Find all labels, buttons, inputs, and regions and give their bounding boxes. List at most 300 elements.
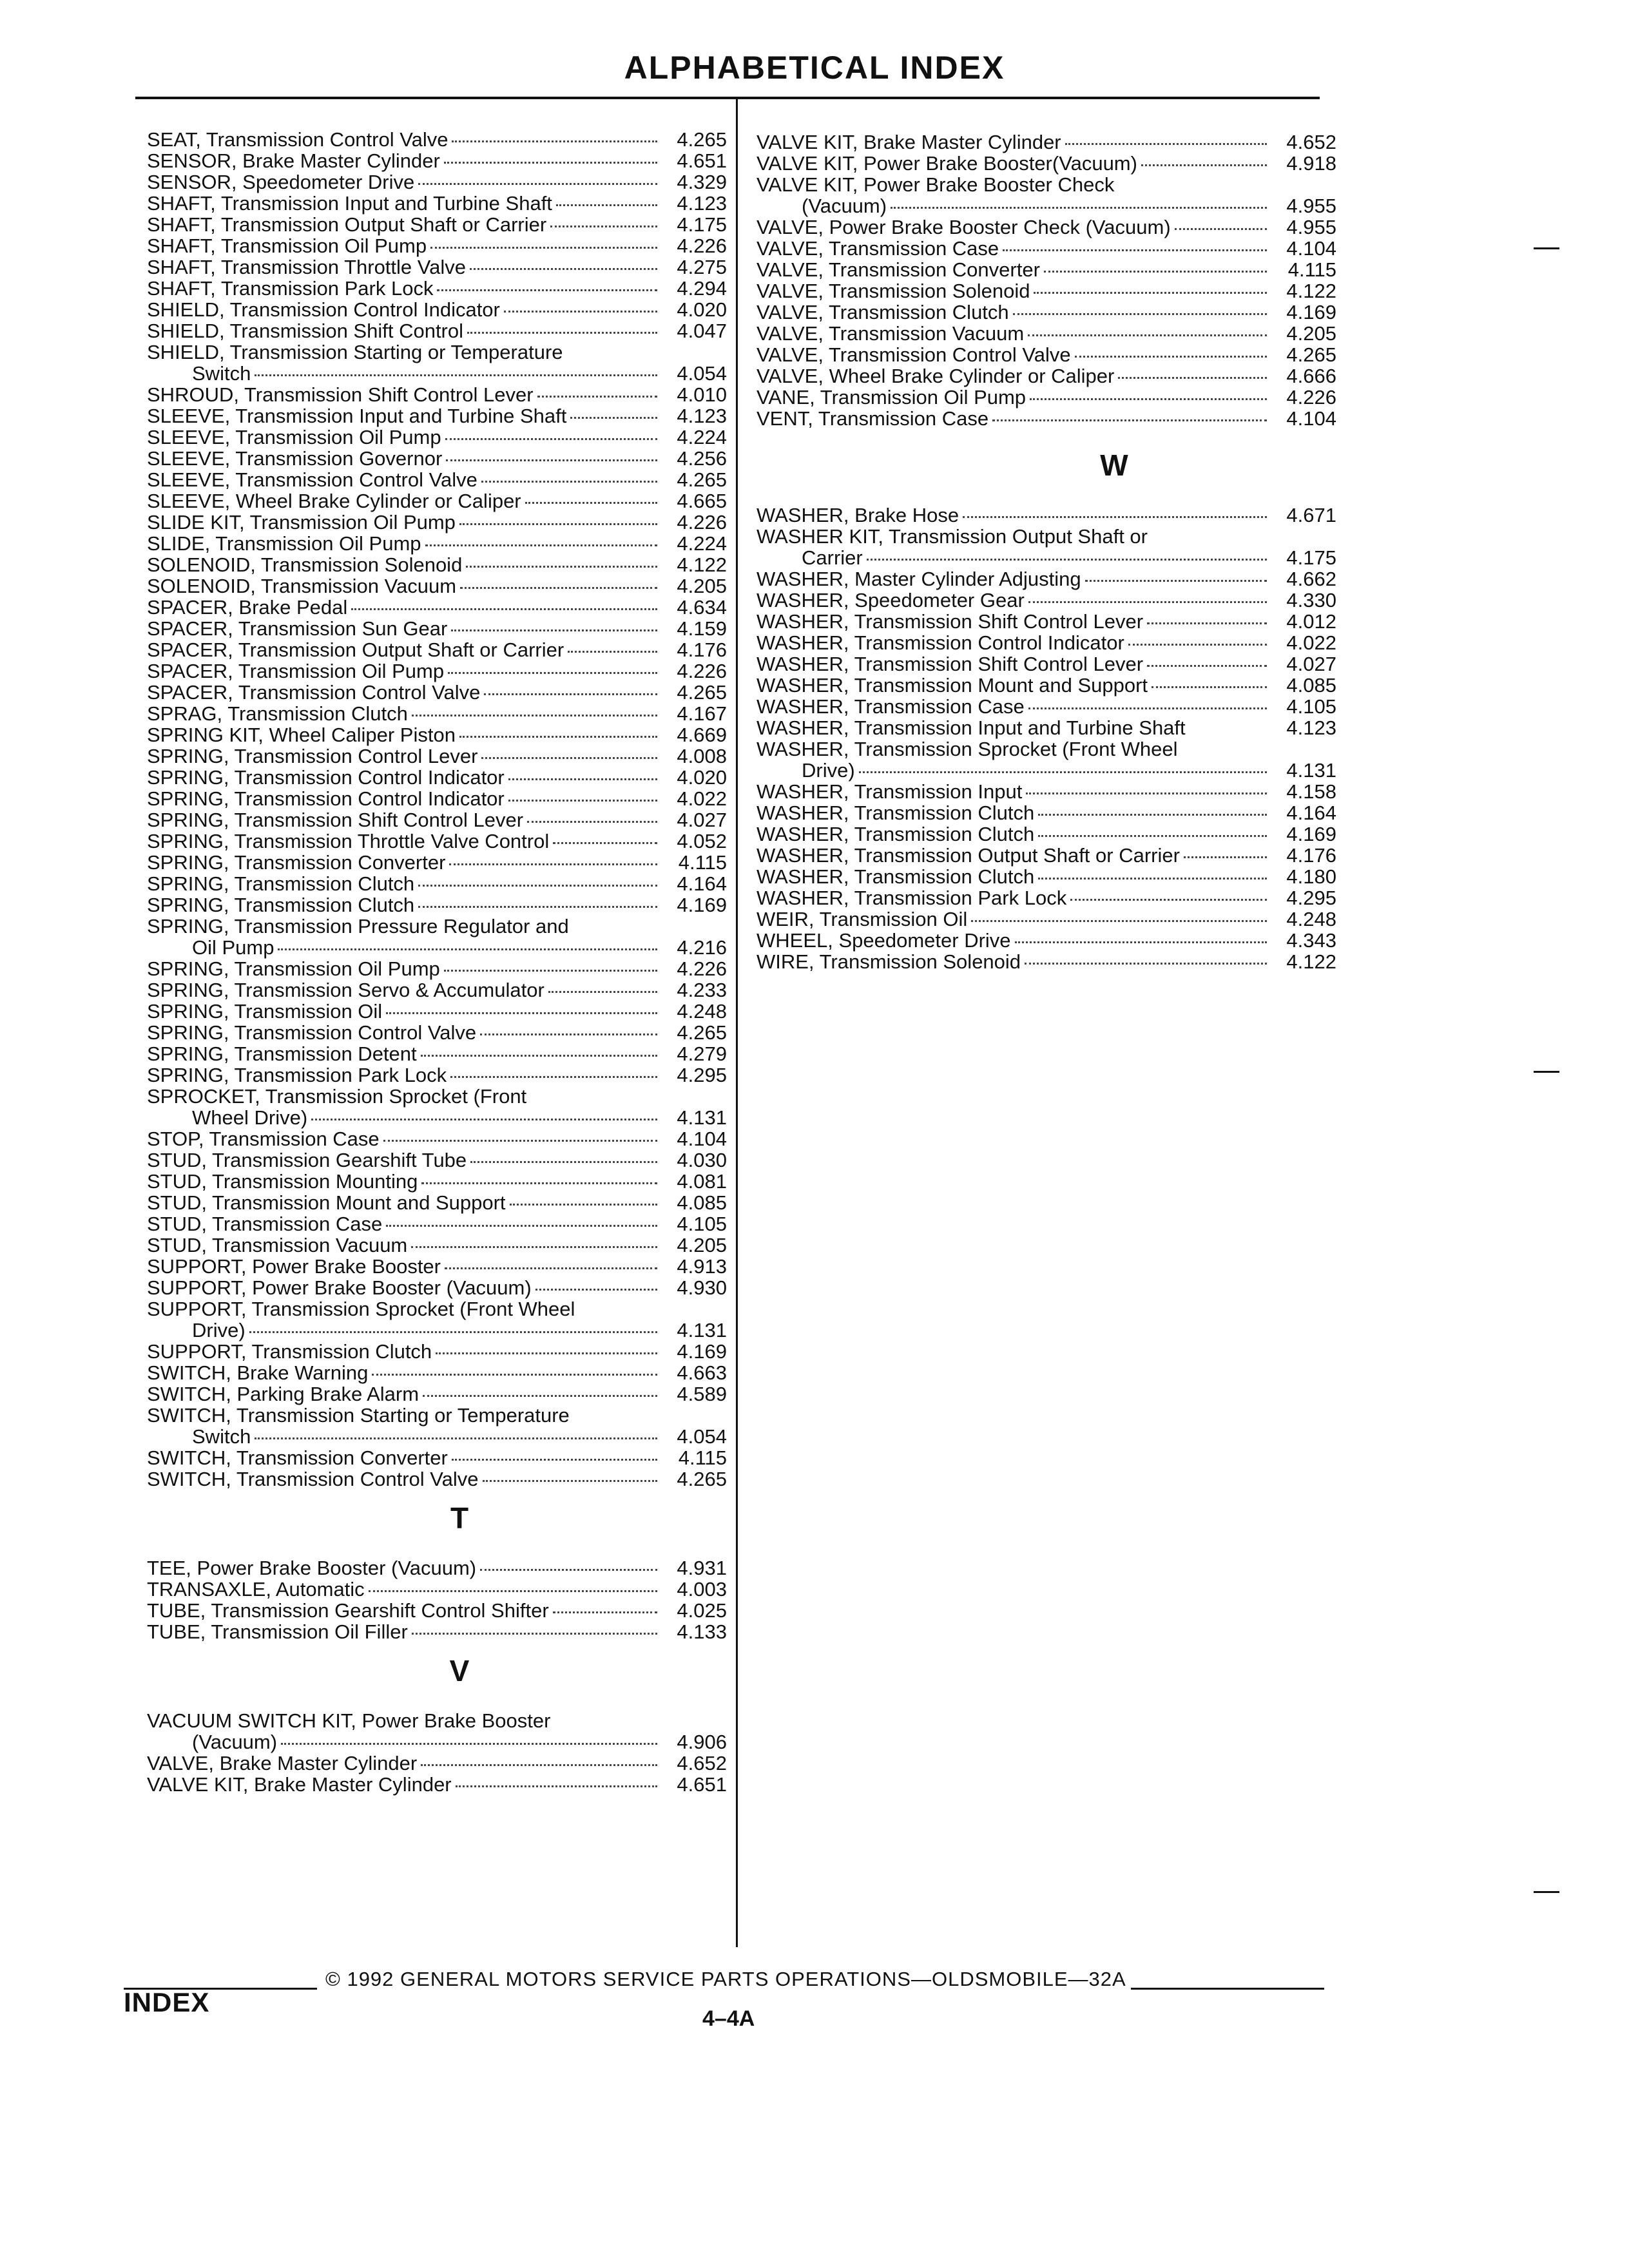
- entry-reference: 4.115: [1287, 258, 1336, 281]
- index-entry: [757, 568, 1336, 590]
- entry-reference: 4.167: [677, 702, 727, 725]
- entry-text: SLEEVE, Transmission Governor: [147, 447, 443, 470]
- dot-leader: [859, 771, 1267, 773]
- dot-leader: [418, 906, 657, 908]
- entry-text: Wheel Drive): [192, 1106, 308, 1129]
- index-entry: [757, 632, 1336, 653]
- index-entry: [147, 873, 727, 894]
- entry-reference: 4.008: [677, 745, 727, 767]
- dot-leader: [1085, 580, 1267, 582]
- dot-leader: [1028, 334, 1267, 336]
- footer-rule-right: [1131, 1988, 1324, 1990]
- dot-leader: [508, 778, 657, 780]
- index-entry: [147, 533, 727, 554]
- entry-text: STUD, Transmission Case: [147, 1213, 383, 1235]
- section-letter: W: [1100, 448, 1128, 482]
- dot-leader: [437, 289, 657, 291]
- entry-reference: 4.955: [1286, 195, 1336, 217]
- entry-text: SWITCH, Transmission Control Valve: [147, 1468, 479, 1490]
- entry-reference: 4.265: [677, 1021, 727, 1044]
- index-entry-line: [147, 916, 727, 937]
- entry-reference: 4.248: [677, 1000, 727, 1023]
- entry-text: VALVE, Transmission Solenoid: [757, 280, 1030, 302]
- entry-text: TEE, Power Brake Booster (Vacuum): [147, 1557, 477, 1579]
- index-entry: [147, 256, 727, 278]
- dot-leader: [278, 948, 657, 950]
- entry-text: WASHER, Transmission Case: [757, 695, 1025, 718]
- entry-text: VALVE, Transmission Control Valve: [757, 343, 1071, 366]
- dot-leader: [436, 1352, 657, 1354]
- entry-reference: 4.248: [1286, 908, 1336, 930]
- entry-text: SUPPORT, Power Brake Booster: [147, 1255, 441, 1278]
- entry-text: SENSOR, Speedometer Drive: [147, 171, 415, 193]
- dot-leader: [553, 1611, 657, 1613]
- entry-reference: 4.226: [1286, 386, 1336, 408]
- entry-reference: 4.652: [1286, 131, 1336, 153]
- index-entry: [147, 660, 727, 682]
- dot-leader: [249, 1331, 657, 1333]
- index-entry: [147, 193, 727, 214]
- entry-reference: 4.265: [677, 1468, 727, 1490]
- entry-text: VALVE, Transmission Case: [757, 237, 999, 260]
- dot-leader: [1028, 601, 1267, 603]
- index-entry: [147, 278, 727, 299]
- entry-text: VALVE, Wheel Brake Cylinder or Caliper: [757, 365, 1115, 387]
- entry-reference: 4.918: [1286, 152, 1336, 175]
- entry-reference: 4.224: [677, 532, 727, 555]
- entry-reference: 4.265: [1286, 343, 1336, 366]
- entry-reference: 4.651: [677, 149, 727, 172]
- index-entry: [147, 1128, 727, 1149]
- entry-text: WASHER, Transmission Mount and Support: [757, 674, 1148, 697]
- dot-leader: [1034, 292, 1267, 294]
- dot-leader: [1152, 686, 1267, 688]
- dot-leader: [448, 672, 657, 674]
- entry-reference: 4.012: [1286, 610, 1336, 633]
- page-number: 4–4A: [702, 2006, 755, 2031]
- dot-leader: [548, 991, 657, 993]
- entry-text: SPACER, Brake Pedal: [147, 596, 348, 619]
- entry-reference: 4.169: [1286, 823, 1336, 845]
- section-letter: V: [449, 1654, 470, 1687]
- dot-leader: [480, 1033, 657, 1035]
- entry-reference: 4.027: [1286, 653, 1336, 675]
- entry-reference: 4.027: [677, 809, 727, 831]
- entry-text: WASHER, Transmission Clutch: [757, 802, 1035, 824]
- entry-reference: 4.294: [677, 277, 727, 300]
- index-entry: [757, 951, 1336, 972]
- entry-text: SHIELD, Transmission Shift Control: [147, 320, 464, 342]
- index-entry: [757, 387, 1336, 408]
- entry-text: WASHER, Transmission Shift Control Lever: [757, 653, 1144, 675]
- entry-text: WASHER, Transmission Input and Turbine Shaft: [757, 716, 1186, 739]
- index-entry: [757, 887, 1336, 908]
- index-entry: [757, 845, 1336, 866]
- dot-leader: [1030, 398, 1267, 400]
- entry-text: SPRING, Transmission Detent: [147, 1043, 417, 1065]
- entry-text: VALVE KIT, Power Brake Booster Check: [757, 173, 1115, 196]
- dot-leader: [421, 1182, 657, 1184]
- index-entry: [147, 1256, 727, 1277]
- dot-leader: [369, 1590, 657, 1592]
- index-entry: [757, 802, 1336, 823]
- entry-text: WASHER, Brake Hose: [757, 504, 959, 526]
- index-entry: [147, 767, 727, 788]
- entry-reference: 4.930: [677, 1276, 727, 1299]
- entry-text: Drive): [192, 1319, 246, 1341]
- entry-reference: 4.104: [1286, 407, 1336, 430]
- dot-leader: [867, 559, 1267, 561]
- entry-reference: 4.115: [678, 1446, 727, 1469]
- margin-tick: [1534, 247, 1559, 249]
- entry-text: VANE, Transmission Oil Pump: [757, 386, 1027, 408]
- dot-leader: [444, 970, 657, 972]
- entry-text: Carrier: [802, 546, 863, 569]
- entry-text: TRANSAXLE, Automatic: [147, 1578, 365, 1600]
- index-entry-line: [147, 1086, 727, 1107]
- entry-text: WASHER, Transmission Clutch: [757, 823, 1035, 845]
- entry-reference: 4.666: [1286, 365, 1336, 387]
- entry-reference: 4.224: [677, 426, 727, 448]
- entry-text: SPRING, Transmission Control Valve: [147, 1021, 477, 1044]
- entry-reference: 4.169: [1286, 301, 1336, 323]
- index-entry: [147, 1001, 727, 1022]
- index-entry: [147, 1731, 727, 1753]
- index-entry: [147, 1362, 727, 1383]
- entry-text: SENSOR, Brake Master Cylinder: [147, 149, 440, 172]
- index-entry: [757, 505, 1336, 526]
- dot-leader: [421, 1764, 657, 1766]
- dot-leader: [445, 438, 657, 440]
- entry-text: SHAFT, Transmission Oil Pump: [147, 235, 427, 257]
- entry-text: WASHER, Transmission Shift Control Lever: [757, 610, 1144, 633]
- entry-reference: 4.115: [678, 851, 727, 874]
- column-divider: [736, 98, 738, 1947]
- entry-text: SUPPORT, Transmission Sprocket (Front Wheel: [147, 1298, 575, 1320]
- dot-leader: [484, 693, 657, 695]
- index-entry: [757, 408, 1336, 429]
- index-entry-line: [147, 1710, 727, 1731]
- entry-reference: 4.205: [677, 575, 727, 597]
- dot-leader: [451, 629, 657, 631]
- entry-reference: 4.176: [1286, 844, 1336, 867]
- index-entry: [147, 150, 727, 171]
- index-entry: [147, 1557, 727, 1579]
- entry-text: VALVE KIT, Power Brake Booster(Vacuum): [757, 152, 1137, 175]
- entry-text: SLIDE, Transmission Oil Pump: [147, 532, 421, 555]
- entry-text: TUBE, Transmission Oil Filler: [147, 1620, 408, 1643]
- index-entry: [147, 299, 727, 320]
- entry-reference: 4.131: [1286, 759, 1336, 782]
- entry-text: VALVE, Transmission Clutch: [757, 301, 1009, 323]
- entry-reference: 4.081: [677, 1170, 727, 1193]
- entry-reference: 4.169: [677, 894, 727, 916]
- index-entry: [147, 384, 727, 405]
- entry-text: TUBE, Transmission Gearshift Control Shifter: [147, 1599, 549, 1622]
- dot-leader: [481, 481, 657, 483]
- entry-reference: 4.275: [677, 256, 727, 278]
- entry-text: WASHER, Transmission Sprocket (Front Wheel: [757, 738, 1178, 760]
- dot-leader: [459, 736, 657, 738]
- index-entry: [147, 448, 727, 469]
- entry-text: WASHER, Speedometer Gear: [757, 589, 1025, 611]
- section-label: INDEX: [124, 1987, 210, 2017]
- entry-reference: 4.329: [677, 171, 727, 193]
- entry-reference: 4.175: [1286, 546, 1336, 569]
- index-entry-line: [147, 341, 727, 363]
- index-entry: [147, 1107, 727, 1128]
- index-entry: [757, 131, 1336, 153]
- entry-reference: 4.123: [677, 405, 727, 427]
- dot-leader: [1013, 313, 1267, 315]
- index-entry: [147, 320, 727, 341]
- entry-text: SPACER, Transmission Sun Gear: [147, 617, 448, 640]
- dot-leader: [510, 1204, 657, 1206]
- entry-text: SOLENOID, Transmission Solenoid: [147, 553, 463, 576]
- entry-reference: 4.164: [1286, 802, 1336, 824]
- index-entry: [757, 675, 1336, 696]
- dot-leader: [1147, 665, 1267, 667]
- entry-text: WASHER, Transmission Output Shaft or Carrier: [757, 844, 1180, 867]
- index-entry: [147, 129, 727, 150]
- section-letter: T: [450, 1501, 469, 1535]
- entry-reference: 4.175: [677, 213, 727, 236]
- index-entry: [757, 717, 1336, 738]
- entry-reference: 4.205: [677, 1234, 727, 1256]
- dot-leader: [1075, 356, 1267, 358]
- dot-leader: [255, 1437, 657, 1439]
- index-entry: [147, 639, 727, 660]
- entry-reference: 4.256: [677, 447, 727, 470]
- entry-text: STUD, Transmission Gearshift Tube: [147, 1149, 467, 1171]
- dot-leader: [412, 715, 657, 716]
- index-entry: [147, 894, 727, 916]
- entry-text: SPACER, Transmission Control Valve: [147, 681, 481, 704]
- entry-text: WASHER, Transmission Park Lock: [757, 887, 1067, 909]
- index-entry: [147, 1277, 727, 1298]
- entry-reference: 4.226: [677, 660, 727, 682]
- entry-reference: 4.022: [1286, 631, 1336, 654]
- dot-leader: [372, 1374, 657, 1376]
- entry-text: SPRING, Transmission Oil Pump: [147, 957, 440, 980]
- index-entry: [147, 1753, 727, 1774]
- entry-reference: 4.652: [677, 1752, 727, 1774]
- index-entry: [757, 590, 1336, 611]
- entry-text: STUD, Transmission Mounting: [147, 1170, 418, 1193]
- entry-text: SLEEVE, Transmission Oil Pump: [147, 426, 441, 448]
- entry-text: VALVE KIT, Brake Master Cylinder: [147, 1773, 452, 1796]
- entry-text: SHIELD, Transmission Starting or Temperature: [147, 341, 563, 363]
- dot-leader: [525, 502, 657, 504]
- dot-leader: [1038, 814, 1267, 816]
- page-title: ALPHABETICAL INDEX: [624, 50, 1005, 86]
- entry-text: SPACER, Transmission Output Shaft or Carrier: [147, 639, 564, 661]
- entry-reference: 4.105: [677, 1213, 727, 1235]
- dot-leader: [449, 863, 657, 865]
- dot-leader: [1065, 143, 1267, 145]
- index-entry: [147, 1149, 727, 1171]
- entry-reference: 4.180: [1286, 865, 1336, 888]
- entry-reference: 4.054: [677, 1425, 727, 1448]
- entry-reference: 4.343: [1286, 929, 1336, 952]
- index-entry: [147, 1192, 727, 1213]
- dot-leader: [1175, 228, 1267, 230]
- entry-reference: 4.955: [1286, 216, 1336, 238]
- index-entry: [757, 195, 1336, 216]
- entry-reference: 4.052: [677, 830, 727, 852]
- dot-leader: [570, 417, 657, 419]
- dot-leader: [466, 566, 657, 568]
- entry-text: WASHER, Transmission Input: [757, 780, 1023, 803]
- entry-reference: 4.131: [677, 1106, 727, 1129]
- entry-text: STOP, Transmission Case: [147, 1128, 380, 1150]
- index-entry: [757, 823, 1336, 845]
- entry-reference: 4.158: [1286, 780, 1336, 803]
- dot-leader: [467, 332, 657, 334]
- entry-text: VALVE, Power Brake Booster Check (Vacuum): [757, 216, 1171, 238]
- dot-leader: [992, 419, 1267, 421]
- dot-leader: [483, 1480, 658, 1482]
- dot-leader: [430, 247, 657, 249]
- entry-text: SWITCH, Brake Warning: [147, 1361, 369, 1384]
- entry-reference: 4.022: [677, 787, 727, 810]
- index-entry-line: [147, 1405, 727, 1426]
- entry-text: SPRING, Transmission Shift Control Lever: [147, 809, 524, 831]
- index-entry: [147, 1600, 727, 1621]
- dot-leader: [386, 1225, 657, 1227]
- entry-reference: 4.010: [677, 383, 727, 406]
- dot-leader: [891, 207, 1267, 209]
- entry-text: WIRE, Transmission Solenoid: [757, 950, 1021, 973]
- entry-reference: 4.205: [1286, 322, 1336, 345]
- dot-leader: [971, 920, 1267, 922]
- entry-text: VACUUM SWITCH KIT, Power Brake Booster: [147, 1709, 551, 1732]
- entry-reference: 4.131: [677, 1319, 727, 1341]
- index-entry: [147, 937, 727, 958]
- entry-text: SHIELD, Transmission Control Indicator: [147, 298, 500, 321]
- entry-reference: 4.330: [1286, 589, 1336, 611]
- dot-leader: [1025, 963, 1267, 965]
- dot-leader: [568, 651, 657, 653]
- entry-reference: 4.085: [677, 1191, 727, 1214]
- entry-text: SPRING, Transmission Clutch: [147, 894, 415, 916]
- entry-reference: 4.176: [677, 639, 727, 661]
- dot-leader: [423, 1395, 657, 1397]
- dot-leader: [411, 1246, 657, 1248]
- index-entry: [147, 831, 727, 852]
- index-entry: [147, 703, 727, 724]
- entry-text: SWITCH, Parking Brake Alarm: [147, 1383, 419, 1405]
- entry-text: WASHER, Transmission Clutch: [757, 865, 1035, 888]
- entry-text: SPRING, Transmission Pressure Regulator and: [147, 915, 569, 937]
- entry-text: SPRING, Transmission Control Indicator: [147, 766, 505, 789]
- entry-reference: 4.020: [677, 298, 727, 321]
- index-entry: [757, 365, 1336, 387]
- index-entry: [147, 1022, 727, 1043]
- index-entry: [757, 908, 1336, 930]
- index-entry: [147, 1064, 727, 1086]
- index-entry: [147, 1213, 727, 1235]
- entry-reference: 4.020: [677, 766, 727, 789]
- index-entry: [757, 760, 1336, 781]
- index-entry: [147, 682, 727, 703]
- entry-reference: 4.169: [677, 1340, 727, 1363]
- index-entry: [147, 724, 727, 745]
- index-entry: [147, 1774, 727, 1795]
- entry-reference: 4.671: [1286, 504, 1336, 526]
- dot-leader: [281, 1743, 657, 1745]
- index-entry: [147, 512, 727, 533]
- dot-leader: [553, 842, 657, 844]
- index-entry-line: [147, 1298, 727, 1320]
- entry-reference: 4.105: [1286, 695, 1336, 718]
- entry-text: VALVE, Brake Master Cylinder: [147, 1752, 418, 1774]
- copyright-notice: © 1992 GENERAL MOTORS SERVICE PARTS OPERATIONS—OLDSMOBILE—32A: [325, 1968, 1126, 1990]
- entry-reference: 4.226: [677, 235, 727, 257]
- entry-reference: 4.669: [677, 724, 727, 746]
- dot-leader: [351, 608, 657, 610]
- index-entry: [757, 696, 1336, 717]
- index-entry: [757, 259, 1336, 280]
- dot-leader: [1038, 878, 1267, 879]
- dot-leader: [535, 1289, 657, 1291]
- dot-leader: [1147, 622, 1267, 624]
- entry-text: SLEEVE, Wheel Brake Cylinder or Caliper: [147, 490, 521, 512]
- index-entry: [147, 852, 727, 873]
- index-entry: [757, 781, 1336, 802]
- dot-leader: [1128, 644, 1267, 646]
- entry-text: SPRAG, Transmission Clutch: [147, 702, 408, 725]
- entry-text: SPRING, Transmission Throttle Valve Control: [147, 830, 550, 852]
- entry-text: WASHER, Master Cylinder Adjusting: [757, 568, 1081, 590]
- index-entry: [147, 427, 727, 448]
- entry-reference: 4.122: [1286, 280, 1336, 302]
- index-entry: [147, 1235, 727, 1256]
- entry-reference: 4.123: [1286, 716, 1336, 739]
- dot-leader: [450, 1076, 657, 1078]
- entry-reference: 4.279: [677, 1043, 727, 1065]
- entry-reference: 4.663: [677, 1361, 727, 1384]
- entry-reference: 4.123: [677, 192, 727, 215]
- entry-reference: 4.025: [677, 1599, 727, 1622]
- entry-reference: 4.233: [677, 979, 727, 1001]
- dot-leader: [421, 1055, 657, 1057]
- dot-leader: [418, 183, 657, 185]
- dot-leader: [537, 396, 657, 398]
- index-entry: [147, 788, 727, 809]
- index-entry: [147, 979, 727, 1001]
- dot-leader: [1015, 941, 1267, 943]
- entry-text: SHAFT, Transmission Park Lock: [147, 277, 434, 300]
- entry-text: Drive): [802, 759, 855, 782]
- entry-text: SPRING, Transmission Park Lock: [147, 1064, 447, 1086]
- dot-leader: [1070, 899, 1267, 901]
- dot-leader: [1184, 856, 1267, 858]
- dot-leader: [460, 587, 657, 589]
- entry-text: SWITCH, Transmission Converter: [147, 1446, 448, 1469]
- entry-text: SPRING, Transmission Oil: [147, 1000, 383, 1023]
- index-entry: [147, 1320, 727, 1341]
- dot-leader: [383, 1140, 657, 1142]
- dot-leader: [386, 1012, 657, 1014]
- dot-leader: [504, 311, 657, 312]
- entry-text: SPACER, Transmission Oil Pump: [147, 660, 445, 682]
- entry-reference: 4.634: [677, 596, 727, 619]
- entry-text: SHAFT, Transmission Output Shaft or Carrier: [147, 213, 547, 236]
- entry-text: WASHER KIT, Transmission Output Shaft or: [757, 525, 1148, 548]
- entry-reference: 4.216: [677, 936, 727, 959]
- entry-text: (Vacuum): [192, 1731, 278, 1753]
